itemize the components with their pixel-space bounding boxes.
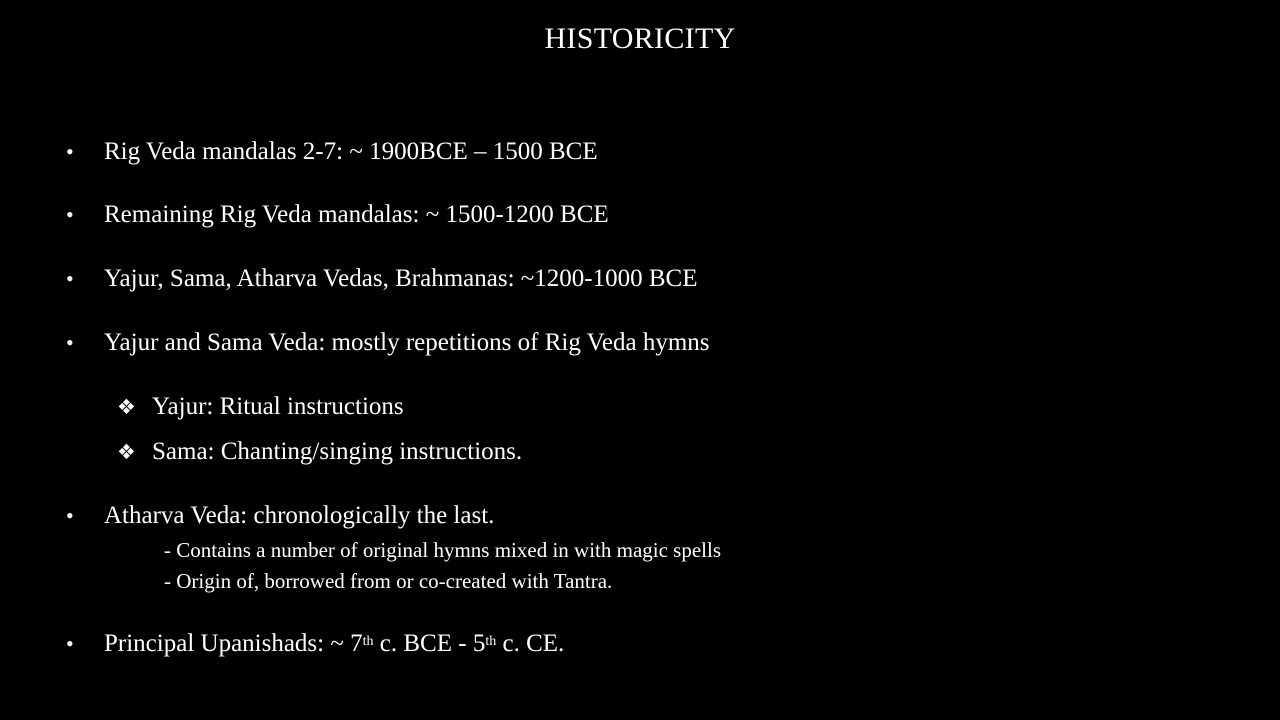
bullet-icon: • [66, 330, 74, 355]
ordinal-suffix: th [485, 634, 497, 649]
ordinal-suffix: th [362, 634, 374, 649]
bullet-text: Yajur and Sama Veda: mostly repetitions of Rig Veda hymns [104, 329, 710, 356]
bullet-text: Yajur, Sama, Atharva Vedas, Brahmanas: ~1200-1000 BCE [104, 265, 698, 292]
bullet-icon: • [66, 631, 74, 656]
bullet-icon: • [66, 503, 74, 528]
slide-title: HISTORICITY [544, 22, 736, 55]
sub-bullet-text: Sama: Chanting/singing instructions. [152, 438, 523, 465]
atharva-note: - Origin of, borrowed from or co-created with Tantra. [164, 569, 613, 593]
bullet-text-upanishads [104, 629, 564, 659]
sub-bullet-text: Yajur: Ritual instructions [152, 393, 404, 420]
bullet-icon: • [66, 139, 74, 164]
bullet-text: Rig Veda mandalas 2-7: ~ 1900BCE – 1500 BCE [104, 138, 598, 165]
bullet-icon: • [66, 202, 74, 227]
diamond-bullet-icon: ❖ [117, 395, 136, 419]
bullet-text: Atharva Veda: chronologically the last. [104, 502, 495, 529]
bullet-icon: • [66, 266, 74, 291]
atharva-note: - Contains a number of original hymns mixed in with magic spells [164, 538, 722, 562]
upanishads-prefix: Principal Upanishads: ~ 7 [104, 630, 363, 657]
upanishads-suffix: c. CE. [496, 630, 565, 657]
upanishads-middle: c. BCE - 5 [373, 630, 486, 657]
bullet-text: Remaining Rig Veda mandalas: ~ 1500-1200 BCE [104, 201, 609, 228]
diamond-bullet-icon: ❖ [117, 440, 136, 464]
